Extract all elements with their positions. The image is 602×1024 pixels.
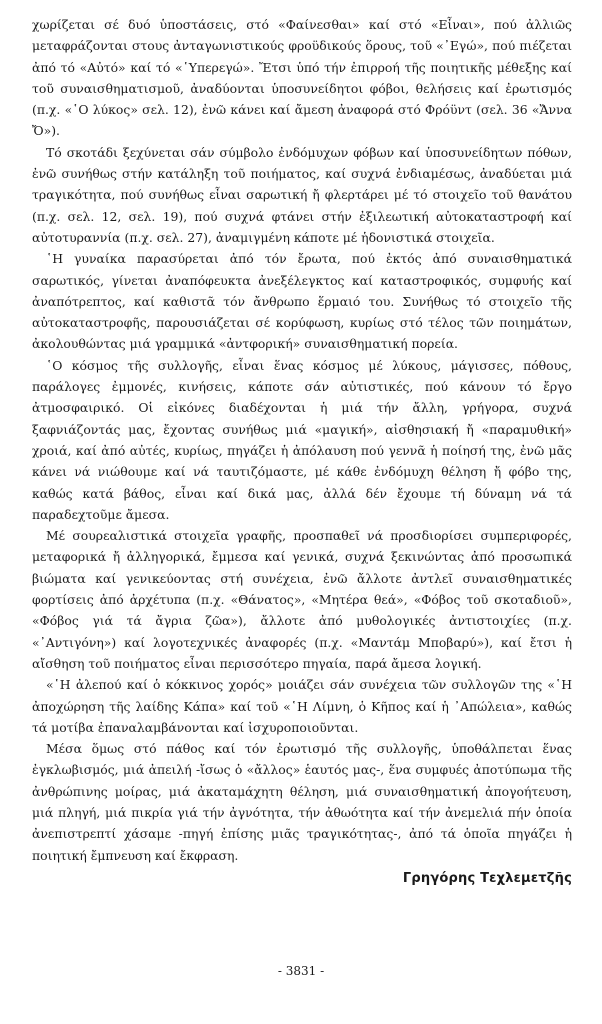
article-body — [32, 14, 572, 890]
author-signature: Γρηγόρης Τεχλεμετζῆς — [402, 870, 572, 886]
paragraph-6: «῾Η ἀλεπού καί ὁ κόκκινος χορός» μοιάζει σάν συνέχεια τῶν συλλογῶν της «῾Η ἀποχώρηση τῆς λαίδης Κάπα» καί τοῦ «῾Η Λίμνη, ὁ Κῆπος καί ἡ ᾿Απώλεια», καθώς τά μοτίβα ἐπαναλαμβάνονται καί ἰσχυροποιοῦνται. — [32, 677, 572, 735]
page-number: - 3831 - — [277, 964, 325, 978]
paragraph-1: χωρίζεται σέ δυό ὑποστάσεις, στό «Φαίνεσθαι» καί στό «Εἶναι», πού ἀλλιῶς μεταφράζονται στους ἀνταγωνιστικούς φροϋδικούς ὅρους, τοῦ «᾿Εγώ», πού πιέζεται ἀπό τό «Αὐτό» καί τό «῾Υπερεγώ». Ἔτσι ὑπό τήν ἐπιρροή τῆς ποιητικῆς μέθεξης καί τοῦ συναισθηματισμοῦ, ἀναδύονται ὑποσυνείδητοι φόβοι, θελήσεις καί ἐρωτισμός (π.χ. «῾Ο λύκος» σελ. 12), ἐνῶ κάνει καί ἄμεση ἀναφορά στό Φρόϋντ (σελ. 36 «Ἄννα Ὄ»). — [32, 17, 572, 139]
paragraph-3: ῾Η γυναίκα παρασύρεται ἀπό τόν ἔρωτα, πού ἐκτός ἀπό συναισθηματικά σαρωτικός, γίνεται ἀναπόφευκτα ἀνεξέλεγκτος καί καταστροφικός, συμφυής καί ἀναπότρεπτος, καί καθιστᾶ τόν ἄνθρωπο ἕρμαιό του. Συνήθως τό στοιχεῖο τῆς αὐτοκαταστροφῆς, παρουσιάζεται σέ κορύφωση, κυρίως στό τέλος τῶν ποιημάτων, ἀκολουθώντας μιά γραμμικά «ἀντφορική» συναισθηματική πορεία. — [32, 251, 572, 352]
paragraph-4: ῾Ο κόσμος τῆς συλλογῆς, εἶναι ἕνας κόσμος μέ λύκους, μάγισσες, πόθους, παράλογες ἐμμονές, κινήσεις, κάποτε σάν αὐτιστικές, πού κάνουν τό ἔργο ἀτμοσφαιρικό. Οἱ εἰκόνες διαδέχονται ἡ μιά τήν ἄλλη, γρήγορα, συχνά ξαφνιάζοντάς μας, ἔχοντας συνήθως μιά «μαγική», αἰσθησιακή ἤ «παραμυθική» χροιά, καί ἀπό αὐτές, κυρίως, πηγάζει ἡ ἀπόλαυση πού γεννᾶ ἡ ποίησή της, ἐνῶ μᾶς κάνει νά νιώθουμε καί νά ταυτιζόμαστε, μέ κάθε ἐνδόμυχη θέληση ἤ φόβο της, καθώς κατά βάθος, εἶναι καί δικά μας, ἀλλά δέν ἔχουμε τή δύναμη νά τά παραδεχτοῦμε ἄμεσα. — [32, 357, 572, 522]
paragraph-2: Τό σκοτάδι ξεχύνεται σάν σύμβολο ἐνδόμυχων φόβων καί ὑποσυνείδητων πόθων, ἐνῶ συνήθως στήν κατάληξη τοῦ ποιήματος, καί συχνά ἐνδιαμέσως, ἀναδύεται μιά τραγικότητα, πού συνήθως εἶναι σαρωτική ἤ φλερτάρει μέ τό στοιχεῖο τοῦ θανάτου (π.χ. σελ. 12, σελ. 19), πού συχνά φτάνει στήν ἐξιλεωτική αὐτοκαταστροφή καί αὐτοτυραννία (π.χ. σελ. 27), ἀναμιγμένη κάποτε μέ ἡδονιστικά στοιχεῖα. — [32, 144, 572, 245]
paragraph-7: Μέσα ὅμως στό πάθος καί τόν ἐρωτισμό τῆς συλλογῆς, ὑποθάλπεται ἕνας ἐγκλωβισμός, μιά ἀπειλή -ἴσως ὁ «ἄλλος» ἑαυτός μας-, ἕνα συμφυές ἀποτύπωμα τῆς ἀνθρώπινης μοίρας, μιά ἀκαταμάχητη θέληση, μιά συναισθηματική ἀπογοήτευση, μιά πληγή, μιά πικρία γιά τήν ἀγνότητα, τήν ἀθωότητα καί τήν ἀνεμελιά πήν ὁποία ἀνεπιστρεπτί χάσαμε -πηγή ἐπίσης μιᾶς τραγικότητας-, ἀπό τά ὁποῖα πηγάζει ἡ ποιητική ἔμπνευση καί ἔκφραση. — [32, 741, 572, 863]
paragraph-5: Μέ σουρεαλιστικά στοιχεῖα γραφῆς, προσπαθεῖ νά προσδιορίσει συμπεριφορές, μεταφορικά ἤ ἀλληγορικά, ἔμμεσα καί γενικά, συχνά ξεκινώντας ἀπό προσωπικά βιώματα καί γενικεύοντας στή συνέχεια, ἐνῶ ἄλλοτε ἀντλεῖ συναισθηματικές φορτίσεις ἀπό ἀρχέτυπα (π.χ. «Θάνατος», «Μητέρα θεά», «Φόβος τοῦ σκοταδιοῦ», «Φόβος γιά τά ἄγρια ζῶα»), ἄλλοτε ἀπό μυθολογικές ἀντιστοιχίες (π.χ. «᾿Αντιγόνη») καί λογοτεχνικές ἀναφορές (π.χ. «Μαντάμ Μποβαρύ»), καί ἔτσι ἡ αἴσθηση τοῦ ποιήματος εἶναι περισσότερο πηγαία, παρά ἄμεσα λογική. — [32, 528, 572, 671]
